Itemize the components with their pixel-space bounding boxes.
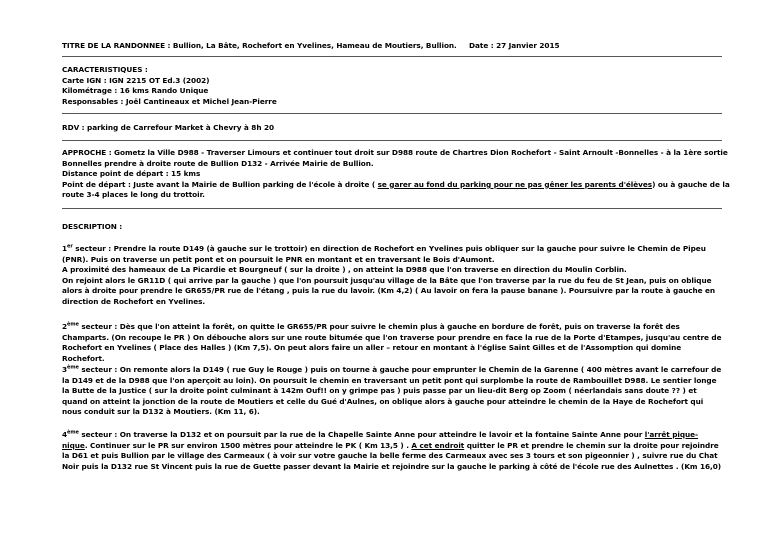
sector-text: secteur : On traverse la D132 et on poursuit par la rue de la Chapelle Sainte Anne pour atteindre le lavoir et la fontaine Sainte Anne pour bbox=[78, 430, 645, 439]
departure-point-text: Point de départ : Juste avant la Mairie de Bullion parking de l'école à droite ( bbox=[62, 179, 378, 189]
sector-number: 4 bbox=[62, 430, 68, 439]
sector-text: secteur : Prendre la route D149 (à gauche sur le trottoir) en direction de Rochefort en Yvelines puis obliquer sur la gauche pour suivre le Chemin de Pipeu (PNR). Puis on traverse un petit pont et on poursuit le PNR en montant et en traversant le Bois d'Aumont. bbox=[62, 244, 706, 264]
departure-distance: Distance point de départ : 15 kms bbox=[62, 169, 201, 179]
picnic-stop: l'arrêt pique-nique bbox=[62, 430, 699, 450]
sector-ordinal: ème bbox=[67, 364, 79, 371]
description-section bbox=[62, 222, 722, 233]
description-heading: DESCRIPTION : bbox=[62, 222, 123, 231]
departure-point-text: ) ou à gauche de la bbox=[652, 179, 730, 189]
sector-text: quitter le PR et prendre le chemin sur la droite pour rejoindre la D61 et puis Bullion par le village des Carmeaux ( à voir sur votre gauche la belle ferme des Carmeaux avec ses 3 tours et son pigeonnier ) , suivre rue du Chat Noir puis la D132 rue St Vincent puis la rue de Guette passer devant la Mairie et rejoindre sur la gauche le parking à côté de l'école rue des Aulnettes . (Km 16,0) bbox=[62, 440, 722, 471]
sector-2 bbox=[62, 322, 722, 364]
approach-section bbox=[62, 148, 730, 201]
divider bbox=[62, 113, 722, 114]
document-header bbox=[62, 41, 722, 53]
rdv-text: RDV : parking de Carrefour Market à Chevry à 8h 20 bbox=[62, 123, 275, 132]
sector-3 bbox=[62, 365, 722, 418]
characteristics-section bbox=[62, 65, 722, 107]
sector-4 bbox=[62, 430, 722, 472]
sector-paragraph bbox=[62, 244, 722, 265]
sector-ordinal: ème bbox=[67, 429, 79, 436]
sector-text: . Continuer sur le PR sur environ 1500 mètres pour atteindre le PK ( Km 13,5 ) . bbox=[84, 440, 412, 450]
leaders-info: Responsables : Joël Cantineaux et Michel Jean-Pierre bbox=[62, 96, 277, 106]
sector-text: secteur : Dès que l'on atteint la forêt, on quitte le GR655/PR pour suivre le chemin plus à gauche en bordure de forêt, puis on traverse la forêt des Champarts. (On recoupe le PR ) On débouche alors sur une route bitumée que l'on traverse pour prendre en face la rue de la Porte d'Etampes, jusqu'au centre de Rochefort en Yvelines ( Place des Halles ) (Km 7,5). On peut alors faire un aller – retour en montant à l'église Saint Gilles et de l'Assomption qui domine Rochefort. bbox=[62, 322, 722, 363]
sector-number: 1 bbox=[62, 244, 68, 253]
characteristics-heading: CARACTERISTIQUES : bbox=[62, 65, 148, 74]
sector-paragraph: On rejoint alors le GR11D ( qui arrive par la gauche ) que l'on poursuit jusqu'au village de la Bâte que l'on traverse par la rue du feu de St Jean, puis on oblique alors à droite pour prendre le GR655/PR rue de l'étang , puis la rue du lavoir. (Km 4,2) ( Au lavoir on fera la pause banane ). Poursuivre par la route à gauche en direction de Rochefort en Yvelines. bbox=[62, 275, 716, 306]
departure-point bbox=[62, 179, 730, 191]
hike-title: TITRE DE LA RANDONNEE : Bullion, La Bâte, Rochefort en Yvelines, Hameau de Moutiers, Bullion. bbox=[62, 41, 457, 50]
sector-1 bbox=[62, 244, 722, 308]
divider bbox=[62, 56, 722, 57]
rdv-section bbox=[62, 123, 722, 134]
junction-note: A cet endroit bbox=[411, 440, 465, 450]
distance-info: Kilométrage : 16 kms Rando Unique bbox=[62, 86, 209, 96]
sector-paragraph bbox=[62, 365, 722, 418]
sector-paragraph bbox=[62, 430, 722, 472]
approach-line: Bonnelles prendre à droite route de Bullion D132 - Arrivée Mairie de Bullion. bbox=[62, 158, 374, 168]
parking-note: se garer au fond du parking pour ne pas gêner les parents d'élèves bbox=[377, 179, 653, 189]
divider bbox=[62, 140, 722, 141]
sector-ordinal: ème bbox=[67, 321, 79, 328]
sector-paragraph: A proximité des hameaux de La Picardie et Bourgneuf ( sur la droite ) , on atteint la D988 que l'on traverse en direction du Moulin Corblin. bbox=[62, 265, 627, 275]
sector-ordinal: er bbox=[67, 243, 73, 250]
approach-line: route 3-4 places le long du trottoir. bbox=[62, 190, 205, 200]
sector-number: 3 bbox=[62, 365, 68, 374]
map-reference: Carte IGN : IGN 2215 OT Ed.3 (2002) bbox=[62, 75, 210, 85]
sector-number: 2 bbox=[62, 322, 68, 331]
divider bbox=[62, 208, 722, 209]
hike-date: Date : 27 Janvier 2015 bbox=[469, 41, 560, 50]
approach-line: APPROCHE : Gometz la Ville D988 - Traverser Limours et continuer tout droit sur D988 route de Chartres Dion Rochefort - Saint Arnoult -Bonnelles - à la 1ère sortie bbox=[62, 148, 728, 157]
sector-text: secteur : On remonte alors la D149 ( rue Guy le Rouge ) puis on tourne à gauche pour emprunter le Chemin de la Garenne ( 400 mètres avant le carrefour de la D149 et de la D988 que l'on aperçoit au loin). On poursuit le chemin en traversant un petit pont qui surplombe la route de Rambouillet D988. Le sentier longe la Butte de la Justice ( sur la droite point culminant à 142m Ouf!! on y grimpe pas ) puis passe par un lieu-dit Berg op Zoom ( néerlandais sans doute ?? ) et quand on atteint la jonction de la route de Moutiers et celle du Gué d'Aulnes, on oblique alors à gauche pour atteindre le chemin de la Haye de Rochefort qui nous conduit sur la D132 à Moutiers. (Km 11, 6). bbox=[62, 365, 722, 417]
sector-paragraph bbox=[62, 322, 722, 364]
